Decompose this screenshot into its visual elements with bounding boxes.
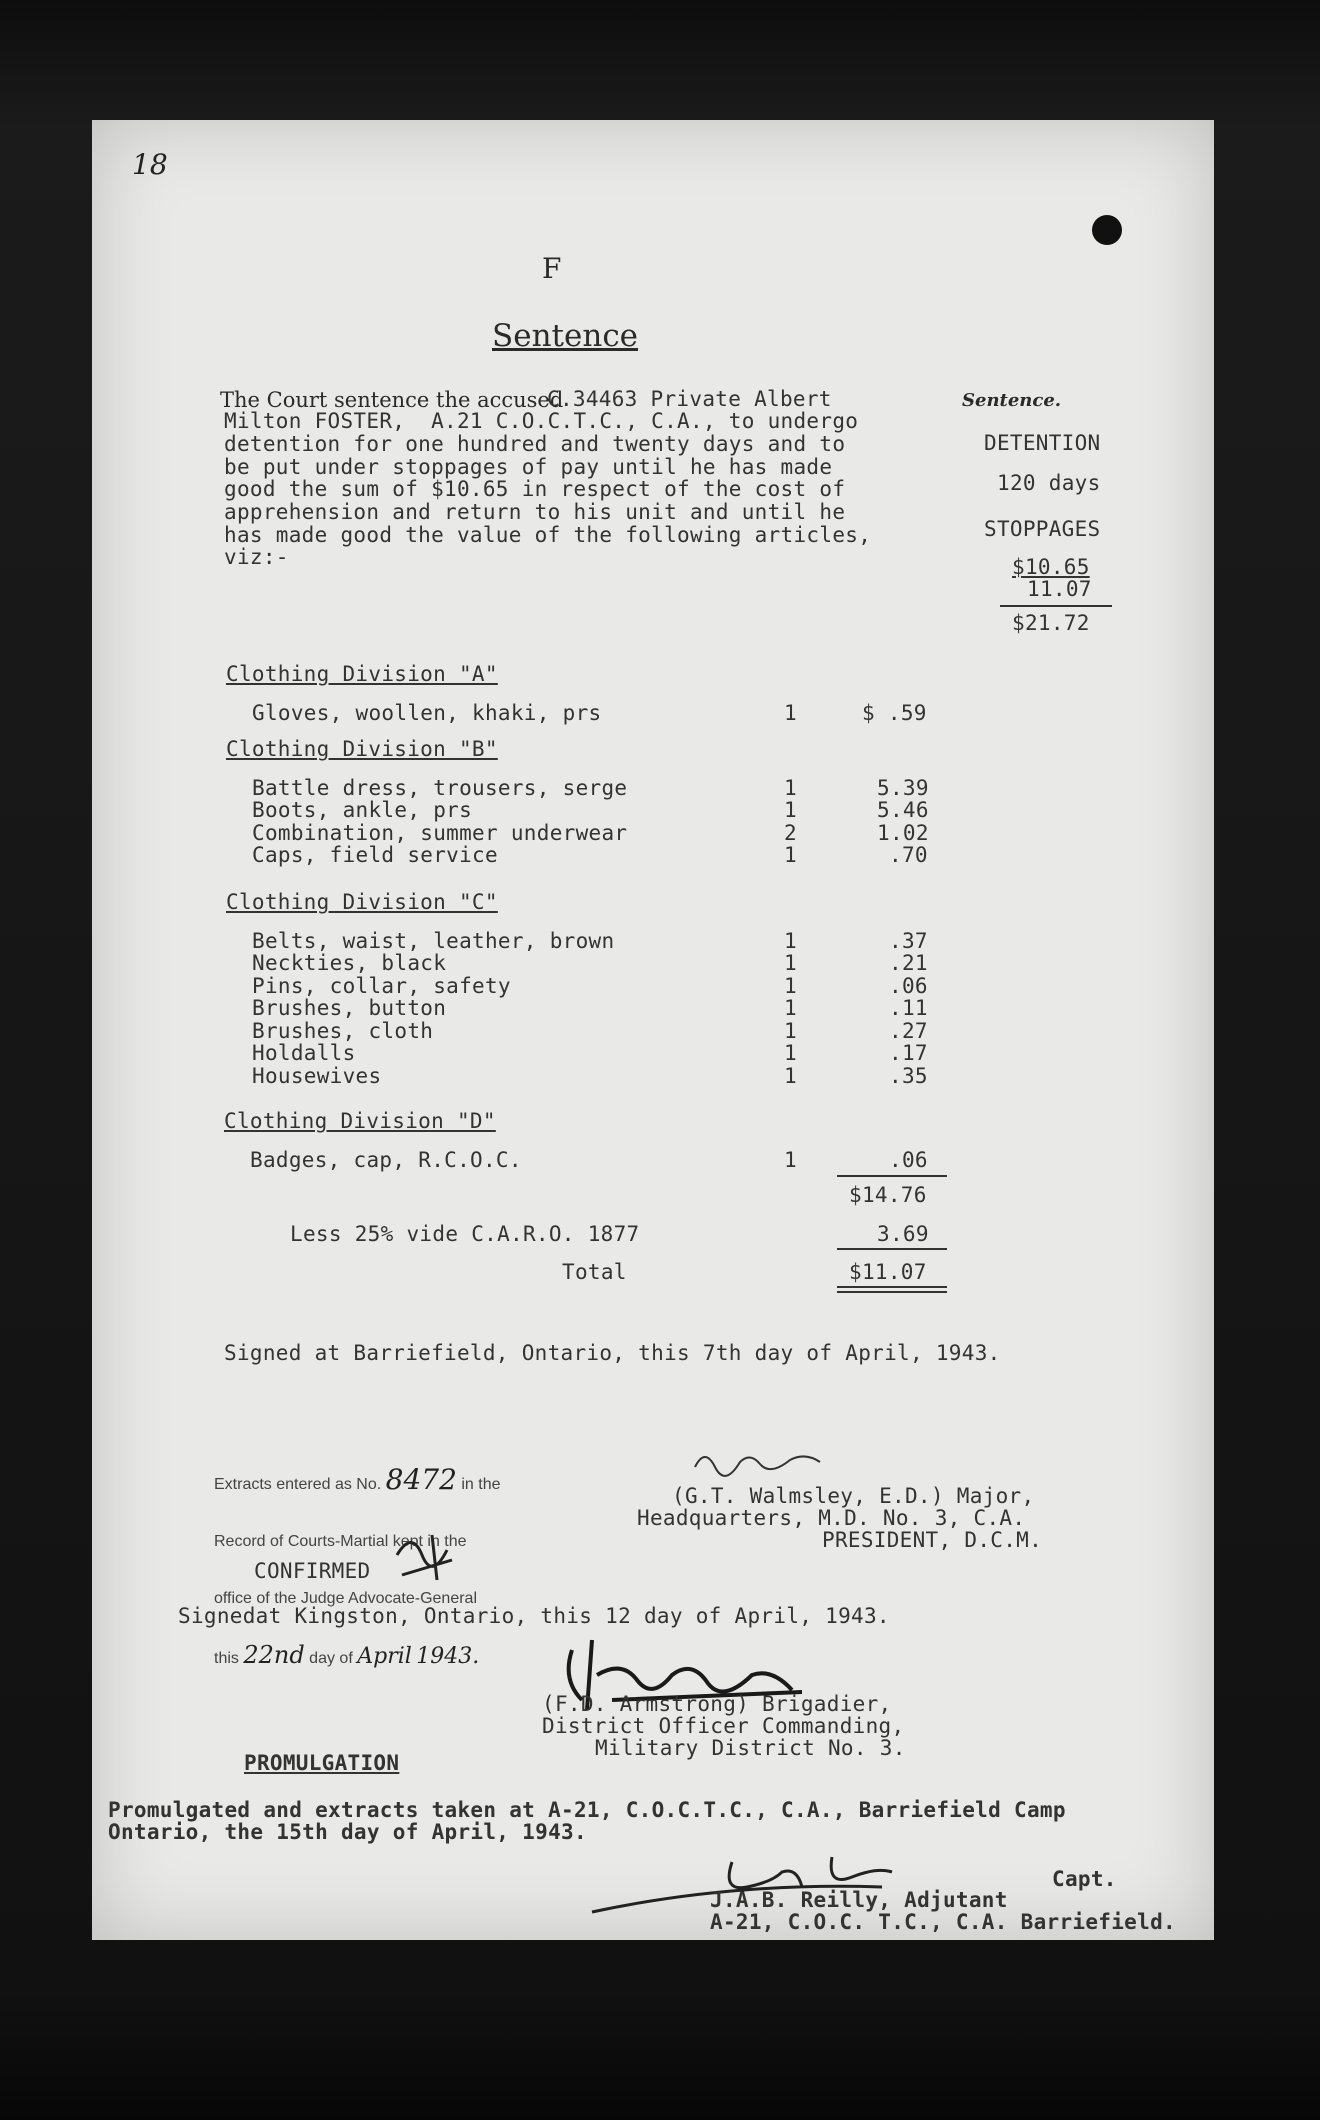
item-description: Caps, field service — [252, 843, 498, 867]
item-price: .21 — [889, 951, 928, 975]
page-number-handwritten: 18 — [132, 148, 168, 181]
total-double-rule-1 — [837, 1286, 947, 1288]
stamp-text: in the — [461, 1476, 501, 1493]
division-title: Clothing Division "C" — [226, 890, 498, 914]
item-quantity: 1 — [784, 1041, 797, 1065]
item-price: .17 — [889, 1041, 928, 1065]
sentence-heading: Sentence — [492, 318, 639, 354]
item-quantity: 2 — [784, 821, 797, 845]
margin-stoppages-label: STOPPAGES — [984, 517, 1101, 541]
item-price: .37 — [889, 929, 928, 953]
adjutant-line: A-21, C.O.C. T.C., C.A. Barriefield. — [710, 1910, 1176, 1934]
body-line: detention for one hundred and twenty days and to — [224, 432, 846, 456]
item-description: Neckties, black — [252, 951, 447, 975]
initials-handwritten — [392, 1525, 472, 1585]
item-quantity: 1 — [784, 798, 797, 822]
item-description: Belts, waist, leather, brown — [252, 929, 615, 953]
item-quantity: 1 — [784, 996, 797, 1020]
margin-sum-rule — [1000, 605, 1112, 607]
total-double-rule-2 — [837, 1291, 947, 1293]
punch-hole — [1092, 215, 1122, 245]
item-quantity: 1 — [784, 701, 797, 725]
margin-amount-1: $10.65 — [1012, 555, 1090, 579]
item-description: Holdalls — [252, 1041, 356, 1065]
total-label: Total — [562, 1260, 627, 1284]
item-description: Battle dress, trousers, serge — [252, 776, 628, 800]
promulgation-line: Ontario, the 15th day of April, 1943. — [108, 1820, 587, 1844]
body-line: has made good the value of the following articles, — [224, 523, 872, 547]
body-line: Milton FOSTER, A.21 C.O.C.T.C., C.A., to undergo — [224, 409, 859, 433]
president-line: PRESIDENT, D.C.M. — [822, 1528, 1043, 1552]
item-quantity: 1 — [784, 843, 797, 867]
body-line: apprehension and return to his unit and until he — [224, 500, 846, 524]
subtotal-value: $14.76 — [849, 1183, 927, 1207]
item-quantity: 1 — [784, 974, 797, 998]
district-line: (F.D. Armstrong) Brigadier, — [542, 1692, 892, 1716]
item-quantity: 1 — [784, 1019, 797, 1043]
item-price: .11 — [889, 996, 928, 1020]
item-description: Brushes, button — [252, 996, 447, 1020]
total-value: $11.07 — [849, 1260, 927, 1284]
item-description: Badges, cap, R.C.O.C. — [250, 1148, 522, 1172]
president-line: Headquarters, M.D. No. 3, C.A. — [637, 1506, 1026, 1530]
stamp-text: Extracts entered as No. — [214, 1476, 382, 1493]
stamp-year: 1943. — [416, 1644, 480, 1669]
item-description: Brushes, cloth — [252, 1019, 434, 1043]
stamp-month: April — [357, 1644, 412, 1669]
body-line: viz:- — [224, 545, 289, 569]
item-description: Pins, collar, safety — [252, 974, 511, 998]
margin-detention-value: 120 days — [997, 471, 1101, 495]
president-line: (G.T. Walmsley, E.D.) Major, — [672, 1484, 1035, 1508]
adjutant-line: J.A.B. Reilly, Adjutant — [710, 1888, 1008, 1912]
item-price: 5.46 — [877, 798, 929, 822]
item-quantity: 1 — [784, 929, 797, 953]
item-price: 1.02 — [877, 821, 929, 845]
subtotal-rule — [837, 1175, 947, 1177]
item-description: Combination, summer underwear — [252, 821, 628, 845]
less-rule — [837, 1248, 947, 1250]
margin-label: Sentence. — [962, 390, 1062, 411]
item-price: .27 — [889, 1019, 928, 1043]
item-description: Gloves, woollen, khaki, prs — [252, 701, 602, 725]
adjutant-rank: Capt. — [1052, 1867, 1117, 1891]
division-title: Clothing Division "A" — [226, 662, 498, 686]
body-line: be put under stoppages of pay until he has made — [224, 455, 833, 479]
signed-line: Signed at Barriefield, Ontario, this 7th day of April, 1943. — [224, 1341, 1001, 1365]
item-price: .06 — [889, 974, 928, 998]
less-value: 3.69 — [877, 1222, 929, 1246]
item-price: .70 — [889, 843, 928, 867]
margin-amount-2: 11.07 — [1027, 577, 1092, 601]
district-line: District Officer Commanding, — [542, 1714, 905, 1738]
item-description: Housewives — [252, 1064, 382, 1088]
stamp-number: 8472 — [385, 1463, 457, 1496]
appendix-letter: F — [542, 252, 562, 285]
stamp-text: day of — [309, 1650, 353, 1667]
stamp-text: this — [214, 1650, 239, 1667]
item-quantity: 1 — [784, 951, 797, 975]
item-quantity: 1 — [784, 1064, 797, 1088]
walmsley-signature — [690, 1442, 840, 1482]
confirmed-label: CONFIRMED — [254, 1559, 371, 1583]
item-quantity: 1 — [784, 776, 797, 800]
less-label: Less 25% vide C.A.R.O. 1877 — [290, 1222, 640, 1246]
body-line: C.34463 Private Albert — [547, 387, 832, 411]
signed-kingston-line: Signedat Kingston, Ontario, this 12 day of April, 1943. — [178, 1604, 890, 1628]
document-page — [92, 120, 1214, 1940]
stamp-text: office of the Judge Advocate-General — [214, 1590, 477, 1607]
division-title: Clothing Division "B" — [226, 737, 498, 761]
item-price: .06 — [889, 1148, 928, 1172]
promulgation-heading: PROMULGATION — [244, 1751, 400, 1775]
item-price: $ .59 — [862, 701, 927, 725]
body-lead: The Court sentence the accused — [220, 388, 564, 412]
item-description: Boots, ankle, prs — [252, 798, 473, 822]
margin-total: $21.72 — [1012, 611, 1090, 635]
district-line: Military District No. 3. — [595, 1736, 906, 1760]
promulgation-line: Promulgated and extracts taken at A-21, C.O.C.T.C., C.A., Barriefield Camp — [108, 1798, 1066, 1822]
body-line: good the sum of $10.65 in respect of the cost of — [224, 477, 846, 501]
margin-detention-label: DETENTION — [984, 431, 1101, 455]
division-title: Clothing Division "D" — [224, 1109, 496, 1133]
item-price: 5.39 — [877, 776, 929, 800]
stamp-text: Record of Courts-Martial kept in the — [214, 1533, 467, 1550]
item-quantity: 1 — [784, 1148, 797, 1172]
item-price: .35 — [889, 1064, 928, 1088]
stamp-day: 22nd — [243, 1641, 305, 1669]
